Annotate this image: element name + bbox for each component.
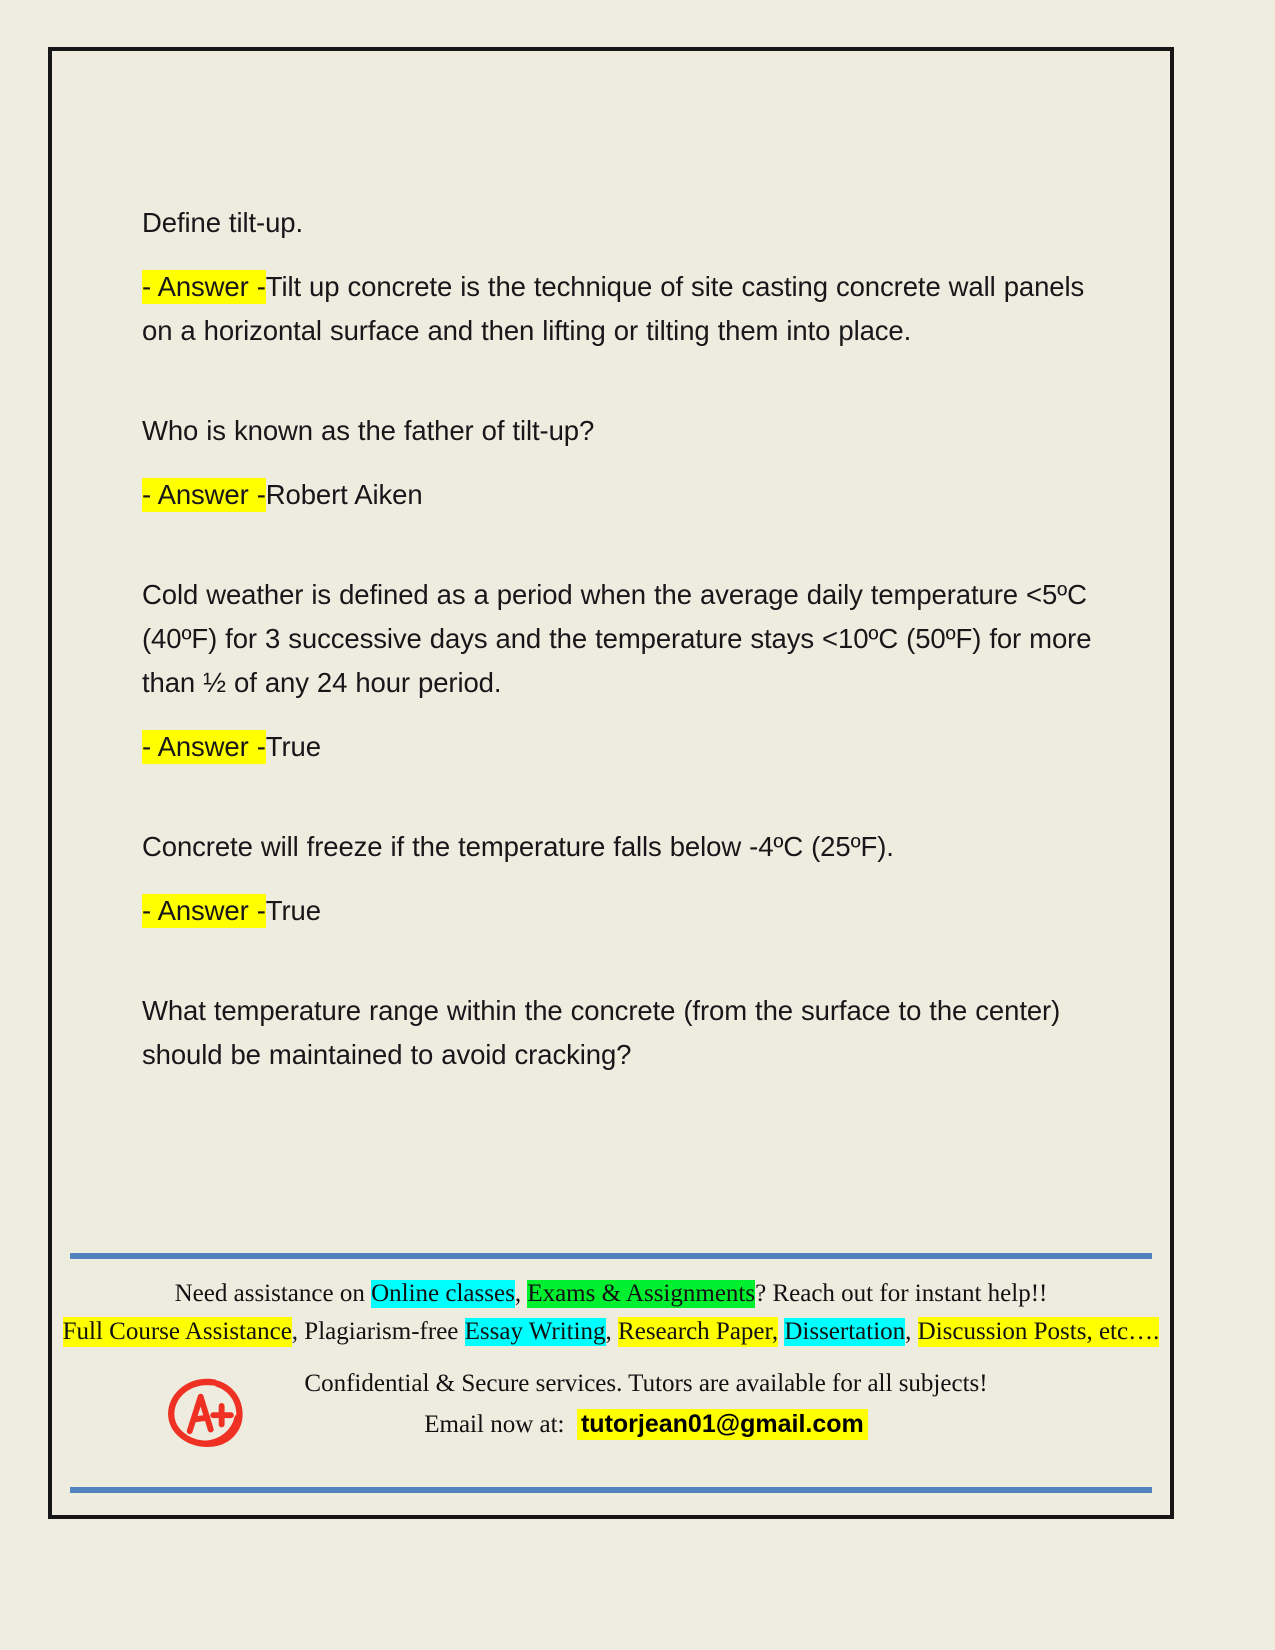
answer-text: True: [265, 895, 321, 926]
footer-contact-area: [52, 1365, 1170, 1469]
document-body: [142, 201, 1092, 1077]
footer-full-course-assistance: Full Course Assistance: [62, 1318, 292, 1345]
answer-label: - Answer -: [142, 271, 266, 302]
qa-block: [142, 825, 1092, 933]
a-plus-logo-icon: [162, 1369, 246, 1453]
footer-discussion-posts: Discussion Posts, etc….: [917, 1318, 1160, 1345]
document-page: [48, 47, 1174, 1519]
qa-block: [142, 989, 1092, 1077]
footer-mid-1: , Plagiarism-free: [291, 1318, 465, 1345]
footer-email-label: Email now at:: [424, 1411, 565, 1438]
question-text: Define tilt-up.: [142, 207, 304, 238]
footer-post-text: ? Reach out for instant help!!: [755, 1280, 1048, 1307]
page-footer: [52, 1253, 1170, 1515]
footer-pre-text: Need assistance on: [174, 1280, 372, 1307]
footer-top-rule: [70, 1253, 1152, 1259]
answer-label: - Answer -: [142, 895, 266, 926]
answer-label: - Answer -: [142, 731, 266, 762]
answer-paragraph: [142, 473, 1092, 517]
qa-block: [142, 201, 1092, 353]
answer-text: Robert Aiken: [265, 479, 423, 510]
footer-offerings-line: [52, 1313, 1170, 1351]
footer-bottom-rule: [70, 1487, 1152, 1493]
footer-online-classes: Online classes: [371, 1280, 515, 1307]
footer-email-line: [122, 1405, 1170, 1444]
footer-dissertation: Dissertation: [784, 1318, 906, 1345]
question-text: Concrete will freeze if the temperature falls below -4ºC (25ºF).: [142, 831, 894, 862]
answer-paragraph: [142, 265, 1092, 353]
footer-comma: ,: [514, 1280, 528, 1307]
question-text: What temperature range within the concrete (from the surface to the center) should be maintained to avoid cracking?: [142, 995, 1061, 1070]
answer-paragraph: [142, 889, 1092, 933]
answer-label: - Answer -: [142, 479, 266, 510]
qa-block: [142, 573, 1092, 769]
footer-services-line: [52, 1275, 1170, 1313]
footer-essay-writing: Essay Writing: [464, 1318, 606, 1345]
footer-mid-4: ,: [905, 1318, 918, 1345]
footer-research-paper: Research Paper,: [618, 1318, 779, 1345]
footer-confidential-line: Confidential & Secure services. Tutors are available for all subjects!: [304, 1370, 988, 1397]
footer-email-address[interactable]: tutorjean01@gmail.com: [577, 1409, 868, 1440]
footer-mid-2: ,: [605, 1318, 619, 1345]
answer-text: Tilt up concrete is the technique of site casting concrete wall panels on a horizontal surface and then lifting or tilting them into place.: [142, 271, 1085, 346]
answer-text: True: [265, 731, 321, 762]
question-text: Who is known as the father of tilt-up?: [142, 415, 595, 446]
answer-paragraph: [142, 725, 1092, 769]
qa-block: [142, 409, 1092, 517]
footer-exams-assignments: Exams & Assignments: [527, 1280, 756, 1307]
question-text: Cold weather is defined as a period when the average daily temperature <5ºC (40ºF) for 3 successive days and the temperature stays <10ºC (50ºF) for more than ½ of any 24 hour period.: [142, 579, 1092, 698]
